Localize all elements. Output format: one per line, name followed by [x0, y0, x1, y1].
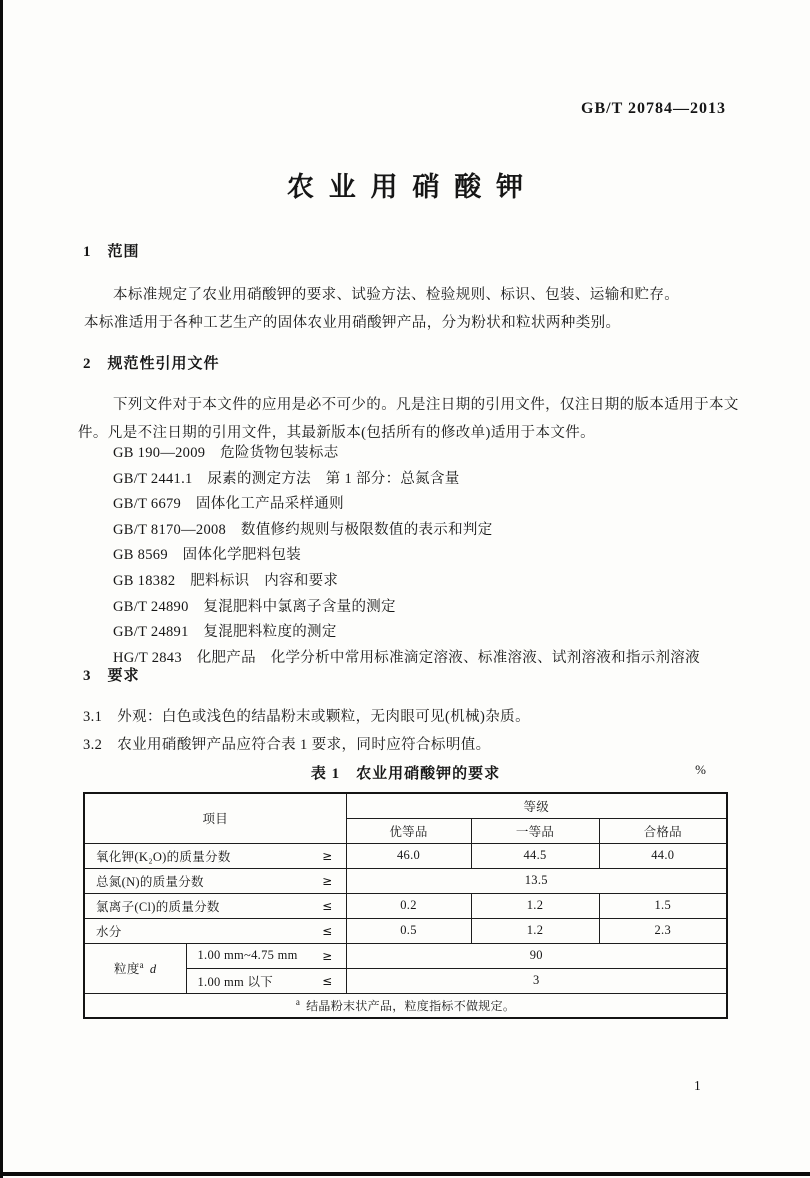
table-row-chloride: [84, 893, 727, 918]
reference-item: GB/T 24891 复混肥料粒度的测定: [113, 624, 337, 641]
normative-intro-line-2: 件。凡是不注日期的引用文件，其最新版本(包括所有的修改单)适用于本文件。: [78, 425, 596, 441]
reference-item: GB/T 6679 固体化工产品采样通则: [113, 496, 344, 513]
row-label: 氯离子(Cl)的质量分数: [96, 899, 220, 914]
header-grade-first: 一等品: [471, 818, 599, 843]
granularity-label-cell: [84, 943, 186, 993]
row-label: 总氮(N)的质量分数: [96, 874, 204, 889]
reference-item: GB/T 8170—2008 数值修约规则与极限数值的表示和判定: [113, 521, 493, 538]
gte-symbol: ≥: [322, 873, 333, 888]
document-title: 农业用硝酸钾: [286, 172, 538, 202]
value-cell: 44.0: [599, 843, 727, 868]
normative-reference-list: [113, 441, 700, 671]
requirement-3-2: 3.2 农业用硝酸钾产品应符合表 1 要求，同时应符合标明值。: [83, 737, 491, 753]
table-row-granularity-1: [84, 943, 727, 968]
row-label-cell: [84, 868, 346, 893]
section-3-heading: 3 要求: [83, 668, 140, 684]
table-header-row-1: [84, 793, 727, 818]
gte-symbol: ≥: [322, 848, 333, 863]
table-row-total-nitrogen: [84, 868, 727, 893]
section-2-heading: 2 规范性引用文件: [83, 356, 220, 372]
lte-symbol: ≤: [322, 973, 333, 988]
table-caption-row: [83, 762, 728, 782]
header-grade-qualified: 合格品: [599, 818, 727, 843]
reference-item: GB 8569 固体化学肥料包装: [113, 547, 302, 564]
granularity-footnote-marker: a: [139, 959, 144, 970]
table-row-k2o: [84, 843, 727, 868]
granularity-range: 1.00 mm~4.75 mm: [197, 948, 298, 962]
row-label-cell: [84, 893, 346, 918]
granularity-range: 1.00 mm 以下: [197, 974, 274, 989]
granularity-label: 粒度: [114, 962, 140, 976]
value-cell: 0.2: [346, 893, 471, 918]
gte-symbol: ≥: [322, 948, 333, 963]
reference-item: GB/T 2441.1 尿素的测定方法 第 1 部分：总氮含量: [113, 470, 460, 487]
table-footnote-cell: [84, 993, 727, 1018]
scan-artifact-bottom-edge: [0, 1172, 810, 1176]
table-footnote-row: [84, 993, 727, 1018]
footnote-text: 结晶粉末状产品，粒度指标不做规定。: [306, 998, 516, 1013]
row-label: 水分: [96, 924, 122, 939]
reference-item: GB 190—2009 危险货物包装标志: [113, 445, 339, 461]
value-cell: 1.2: [471, 893, 599, 918]
value-cell: 0.5: [346, 918, 471, 943]
requirements-table: [83, 792, 728, 1019]
requirement-3-1: 3.1 外观：白色或浅色的结晶粉末或颗粒，无肉眼可见(机械)杂质。: [83, 709, 530, 725]
value-cell: 46.0: [346, 843, 471, 868]
scope-paragraph-line-2: 本标准适用于各种工艺生产的固体农业用硝酸钾产品，分为粉状和粒状两种类别。: [84, 315, 621, 331]
value-cell: 44.5: [471, 843, 599, 868]
value-cell-merged: 90: [346, 943, 727, 968]
value-cell: 1.5: [599, 893, 727, 918]
lte-symbol: ≤: [322, 898, 333, 913]
table-caption: 表 1 农业用硝酸钾的要求: [310, 766, 501, 782]
table-unit-percent: %: [695, 762, 706, 777]
footnote-marker: a: [295, 996, 301, 1007]
value-cell: 1.2: [471, 918, 599, 943]
row-label-cell: [84, 918, 346, 943]
reference-item: HG/T 2843 化肥产品 化学分析中常用标准滴定溶液、标准溶液、试剂溶液和指示剂溶液: [113, 649, 700, 666]
granularity-range-cell: [186, 968, 346, 993]
standard-code: GB/T 20784—2013: [581, 100, 726, 117]
row-label-cell: [84, 843, 346, 868]
normative-intro-line-1: 下列文件对于本文件的应用是必不可少的。凡是注日期的引用文件，仅注日期的版本适用于本文: [113, 397, 739, 413]
row-label: 氧化钾(K₂O)的质量分数: [96, 849, 231, 864]
table-row-moisture: [84, 918, 727, 943]
section-1-heading: 1 范围: [83, 244, 140, 260]
lte-symbol: ≤: [322, 923, 333, 938]
reference-item: GB 18382 肥料标识 内容和要求: [113, 572, 339, 589]
header-grade: 等级: [346, 793, 727, 818]
reference-item: GB/T 24890 复混肥料中氯离子含量的测定: [113, 598, 396, 615]
value-cell-merged: 13.5: [346, 868, 727, 893]
granularity-symbol-d: d: [149, 962, 157, 976]
page-number: 1: [694, 1078, 701, 1093]
value-cell: 2.3: [599, 918, 727, 943]
granularity-range-cell: [186, 943, 346, 968]
header-item: 项目: [84, 793, 346, 843]
scope-paragraph-line-1: 本标准规定了农业用硝酸钾的要求、试验方法、检验规则、标识、包装、运输和贮存。: [113, 287, 680, 303]
value-cell-merged: 3: [346, 968, 727, 993]
header-grade-premium: 优等品: [346, 818, 471, 843]
